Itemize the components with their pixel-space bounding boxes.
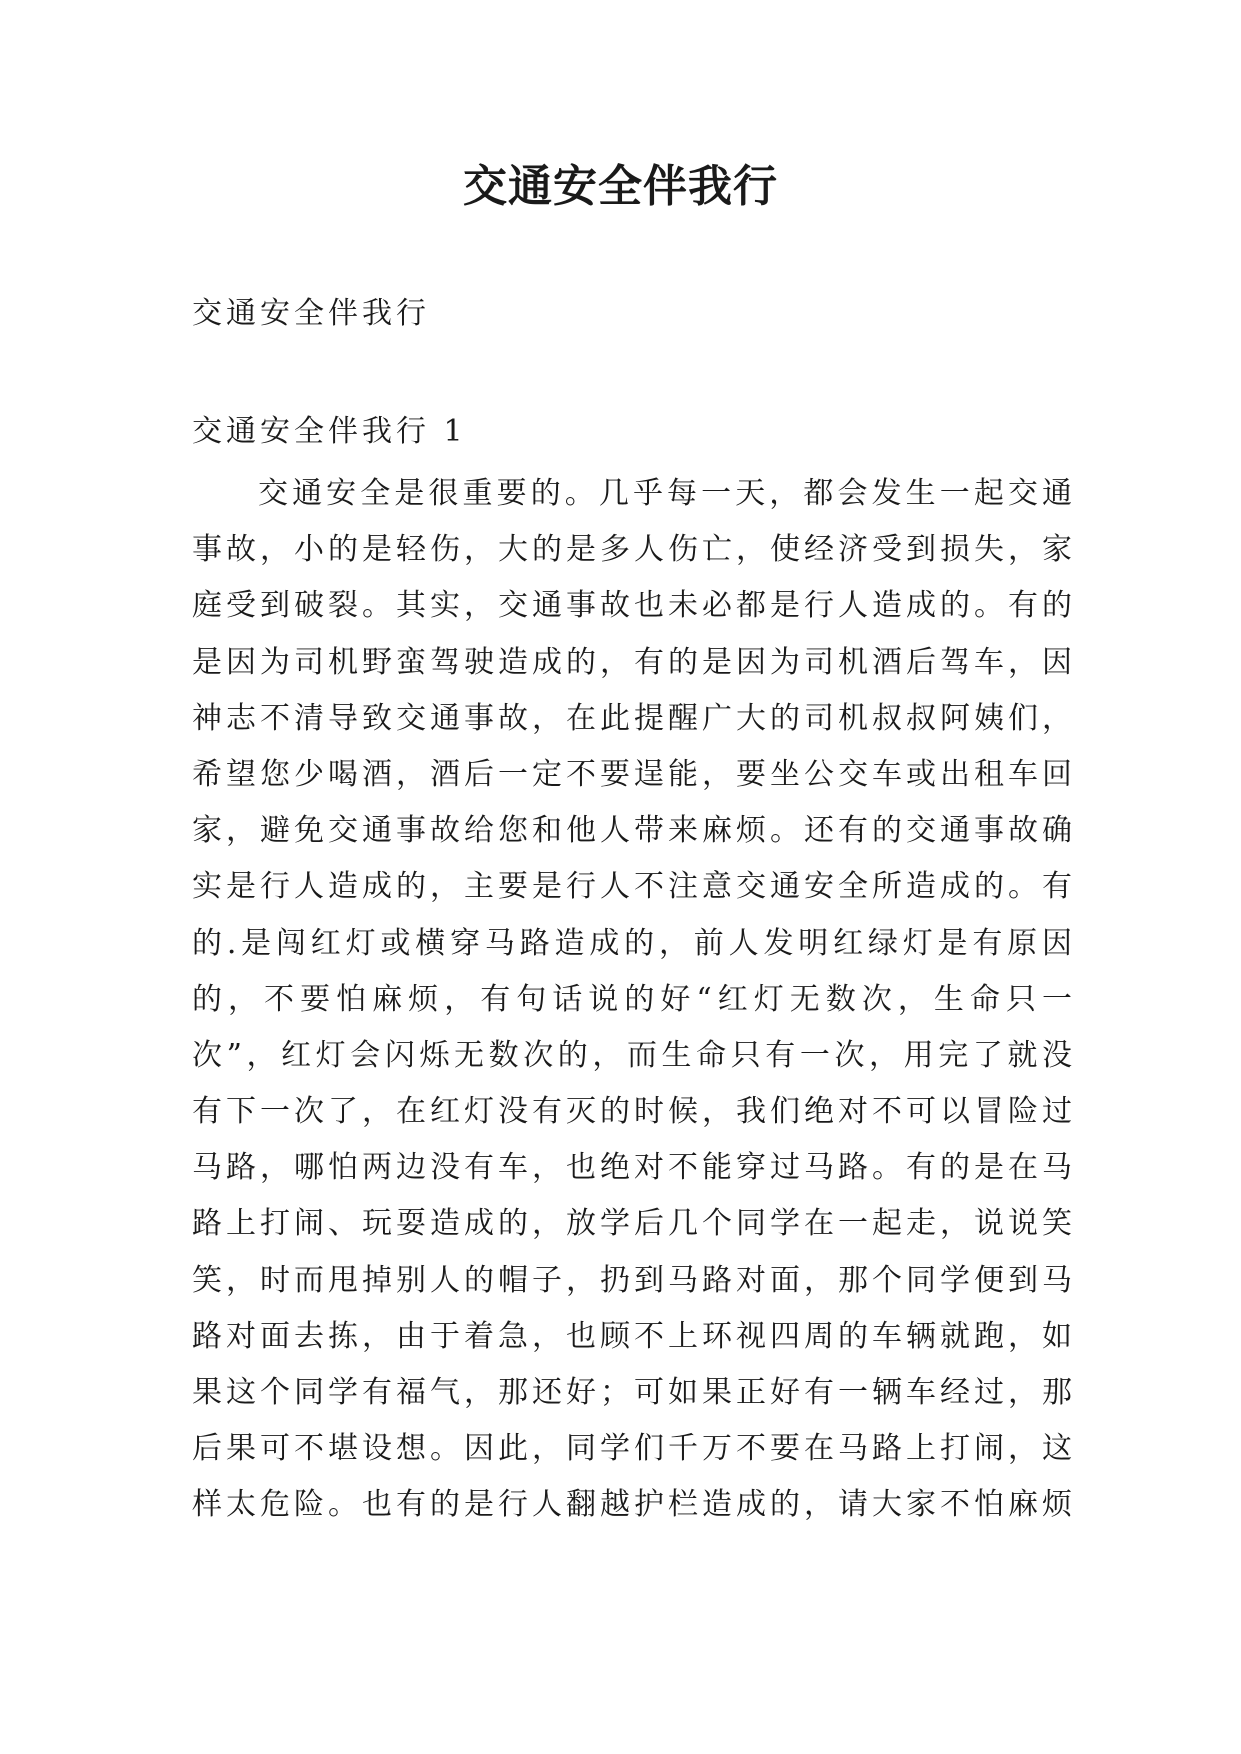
body-line: 路上打闹、玩耍造成的，放学后几个同学在一起走，说说笑	[192, 1206, 1072, 1242]
body-line: 马路，哪怕两边没有车，也绝对不能穿过马路。有的是在马	[192, 1150, 1072, 1186]
body-line: 家，避免交通事故给您和他人带来麻烦。还有的交通事故确	[192, 813, 1072, 849]
body-line: 实是行人造成的，主要是行人不注意交通安全所造成的。有	[192, 869, 1072, 905]
document-subtitle: 交通安全伴我行	[192, 296, 430, 331]
document-title: 交通安全伴我行	[463, 161, 778, 212]
body-line: 果这个同学有福气，那还好；可如果正好有一辆车经过，那	[192, 1375, 1072, 1410]
body-line: 次”，红灯会闪烁无数次的，而生命只有一次，用完了就没	[192, 1037, 1072, 1073]
body-line: 事故，小的是轻伤，大的是多人伤亡，使经济受到损失，家	[192, 532, 1072, 568]
body-line: 是因为司机野蛮驾驶造成的，有的是因为司机酒后驾车，因	[192, 644, 1072, 680]
body-line: 有下一次了，在红灯没有灭的时候，我们绝对不可以冒险过	[192, 1094, 1072, 1130]
body-paragraph	[192, 466, 1072, 1534]
body-line: 庭受到破裂。其实，交通事故也未必都是行人造成的。有的	[192, 588, 1072, 624]
section-heading: 交通安全伴我行 1	[192, 414, 467, 449]
body-line: 笑，时而甩掉别人的帽子，扔到马路对面，那个同学便到马	[192, 1262, 1072, 1298]
body-line: 的，不要怕麻烦，有句话说的好“红灯无数次，生命只一	[192, 981, 1072, 1017]
body-line: 的.是闯红灯或横穿马路造成的，前人发明红绿灯是有原因	[192, 925, 1072, 961]
body-line: 交通安全是很重要的。几乎每一天，都会发生一起交通	[258, 476, 1072, 511]
body-line: 路对面去拣，由于着急，也顾不上环视四周的车辆就跑，如	[192, 1318, 1072, 1354]
body-line: 样太危险。也有的是行人翻越护栏造成的，请大家不怕麻烦	[192, 1487, 1072, 1523]
body-line: 希望您少喝酒，酒后一定不要逞能，要坐公交车或出租车回	[192, 756, 1072, 792]
body-line: 神志不清导致交通事故，在此提醒广大的司机叔叔阿姨们，	[192, 700, 1072, 736]
body-line: 后果可不堪设想。因此，同学们千万不要在马路上打闹，这	[192, 1431, 1072, 1467]
